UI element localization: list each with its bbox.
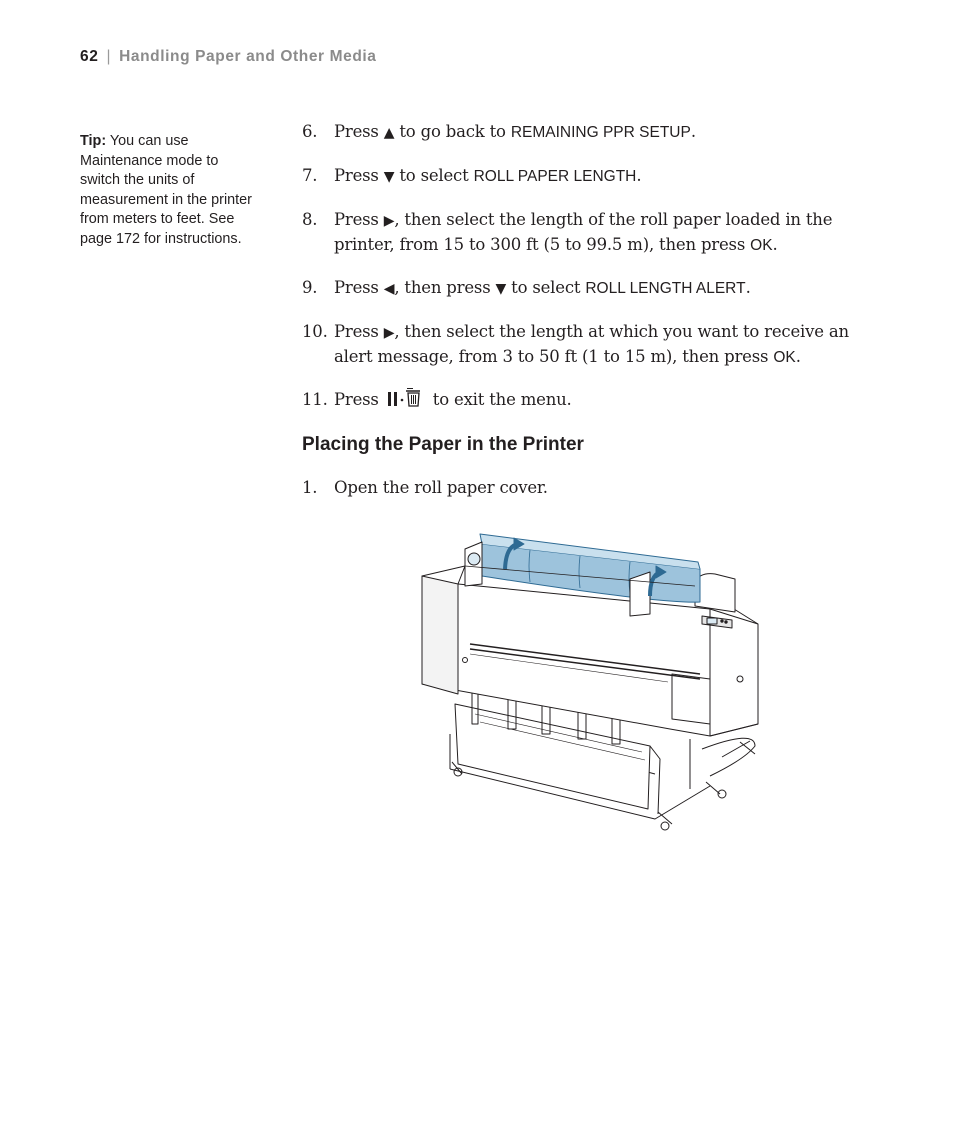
running-header (80, 48, 377, 66)
page-number: 62 (80, 48, 99, 65)
step-text: Press (334, 210, 379, 229)
step-number: 8. (302, 210, 318, 229)
step-7 (302, 164, 862, 189)
pause-cancel-icon (386, 388, 426, 408)
step-text: to exit the menu. (432, 390, 572, 409)
step-9 (302, 276, 862, 301)
up-arrow-icon: ▲ (383, 125, 395, 141)
step-punct: . (636, 166, 642, 185)
step-punct: . (772, 235, 778, 254)
ok-button-label: OK (750, 237, 773, 254)
step-text: to go back to (399, 122, 506, 141)
step-number: 6. (302, 122, 318, 141)
menu-setting: ROLL PAPER LENGTH (473, 168, 637, 185)
tip-text: You can use Maintenance mode to switch the units of measurement in the printer from meters to feet. See page 172 for instructions. (80, 133, 252, 247)
down-arrow-icon: ▼ (495, 281, 507, 297)
step-punct: . (690, 122, 696, 141)
step-number: 10. (302, 322, 328, 341)
step-text: Press (334, 278, 379, 297)
step-text: Open the roll paper cover. (334, 478, 548, 497)
right-arrow-icon: ▶ (383, 213, 395, 229)
menu-setting: REMAINING PPR SETUP (510, 124, 691, 141)
step-11 (302, 388, 862, 411)
section-title: Placing the Paper in the Printer (302, 434, 584, 455)
tip-label: Tip: (80, 133, 107, 149)
step-6 (302, 120, 862, 145)
step-text: to select (511, 278, 581, 297)
step-text: Press (334, 122, 379, 141)
right-arrow-icon: ▶ (383, 325, 395, 341)
step-10 (302, 320, 862, 369)
step-punct: . (795, 347, 801, 366)
steps-list (302, 120, 862, 430)
step-number: 7. (302, 166, 318, 185)
step-number: 11. (302, 390, 328, 409)
step-number: 9. (302, 278, 318, 297)
header-separator: | (106, 48, 112, 65)
printer-illustration (410, 524, 770, 836)
tip-note (80, 132, 255, 249)
step-text: , then select the length at which you want to receive an alert message, from 3 to 50 ft (1 to 15 m), then press (334, 322, 849, 366)
step-text: , then select the length of the roll paper loaded in the printer, from 15 to 300 ft (5 to 99.5 m), then press (334, 210, 833, 254)
step-number: 1. (302, 478, 318, 497)
step-text: Press (334, 322, 379, 341)
step-text: to select (399, 166, 469, 185)
left-arrow-icon: ◀ (383, 281, 395, 297)
step-8 (302, 208, 862, 257)
step-text: Press (334, 390, 379, 409)
menu-setting: ROLL LENGTH ALERT (585, 280, 746, 297)
step-text: Press (334, 166, 379, 185)
step-text: , then press (394, 278, 491, 297)
step-punct: . (745, 278, 751, 297)
down-arrow-icon: ▼ (383, 169, 395, 185)
chapter-title: Handling Paper and Other Media (119, 48, 377, 65)
ok-button-label: OK (773, 349, 796, 366)
